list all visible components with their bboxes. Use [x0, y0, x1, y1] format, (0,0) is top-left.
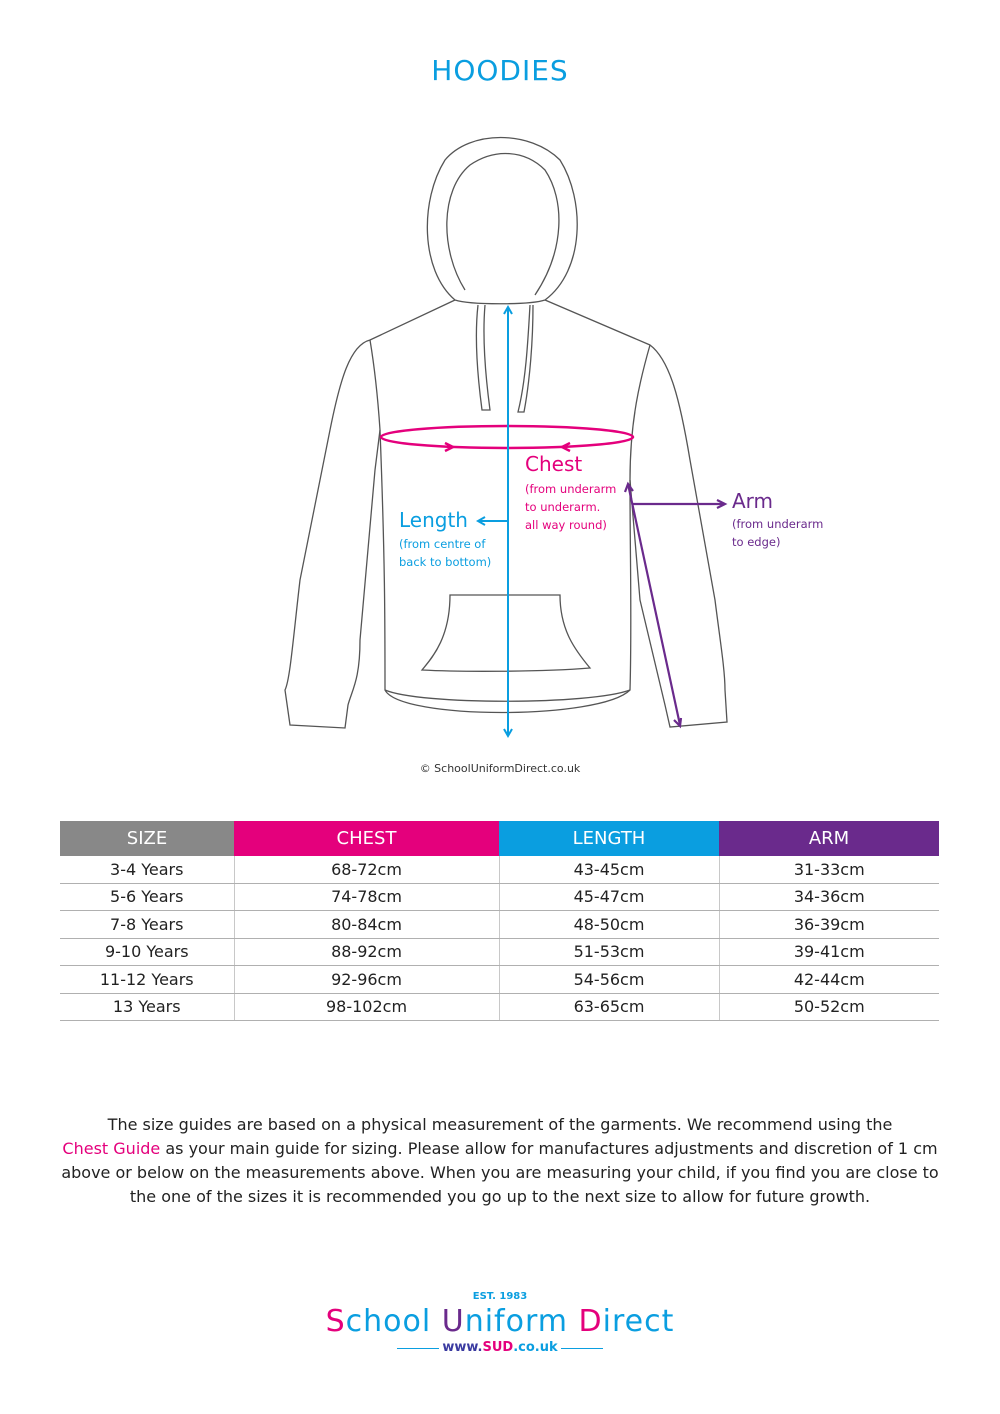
arm-description-line: to edge) — [732, 535, 781, 549]
hoodie-diagram — [0, 120, 1000, 760]
table-cell: 88-92cm — [234, 938, 499, 966]
length-description — [399, 535, 491, 571]
logo-url-part: SUD — [482, 1340, 514, 1355]
note-text: as your main guide for sizing. Please allow for manufactures adjustments and discretion of 1 cm above or below on the measurements above. When you are measuring your child, if you find you are close to the one of the sizes it is recommended you go up to the next size to allow for future growth. — [61, 1139, 939, 1206]
table-cell: 74-78cm — [234, 883, 499, 911]
table-cell: 34-36cm — [719, 883, 939, 911]
logo-part: S — [325, 1304, 346, 1339]
length-description-line: back to bottom) — [399, 555, 492, 569]
column-header-length: LENGTH — [499, 821, 719, 856]
table-cell: 63-65cm — [499, 993, 719, 1021]
table-cell: 9-10 Years — [60, 938, 234, 966]
table-cell: 31-33cm — [719, 856, 939, 883]
table-cell: 80-84cm — [234, 911, 499, 939]
logo-wordmark — [0, 1303, 1000, 1340]
logo-part: D — [578, 1304, 603, 1339]
table-row — [60, 883, 939, 911]
length-label: Length — [399, 508, 468, 532]
table-header-row — [60, 821, 939, 856]
table-cell: 39-41cm — [719, 938, 939, 966]
logo-part: U — [441, 1304, 465, 1339]
column-header-chest: CHEST — [234, 821, 499, 856]
logo-rule — [561, 1348, 603, 1349]
table-cell: 3-4 Years — [60, 856, 234, 883]
chest-guide-highlight: Chest Guide — [62, 1139, 161, 1158]
length-description-line: (from centre of — [399, 537, 486, 551]
table-cell: 36-39cm — [719, 911, 939, 939]
table-row — [60, 938, 939, 966]
page-title: HOODIES — [431, 54, 569, 87]
column-header-arm: ARM — [719, 821, 939, 856]
table-cell: 42-44cm — [719, 966, 939, 994]
table-cell: 45-47cm — [499, 883, 719, 911]
logo-part: irect — [602, 1304, 675, 1339]
logo-url — [0, 1340, 1000, 1356]
logo-est: EST. 1983 — [472, 1291, 528, 1302]
chest-description-line: all way round) — [525, 518, 607, 532]
table-row — [60, 911, 939, 939]
table-cell: 54-56cm — [499, 966, 719, 994]
arm-description — [732, 515, 823, 551]
table-cell: 13 Years — [60, 993, 234, 1021]
table-cell: 43-45cm — [499, 856, 719, 883]
table-cell: 98-102cm — [234, 993, 499, 1021]
sizing-note — [50, 1113, 950, 1209]
table-cell: 7-8 Years — [60, 911, 234, 939]
logo-part: niform — [464, 1304, 579, 1339]
table-cell: 48-50cm — [499, 911, 719, 939]
table-cell: 5-6 Years — [60, 883, 234, 911]
logo-url-part: www. — [442, 1340, 483, 1355]
logo — [0, 1290, 1000, 1356]
table-row — [60, 993, 939, 1021]
size-table — [60, 821, 939, 1021]
arm-measure — [625, 484, 725, 726]
copyright-text: © SchoolUniformDirect.co.uk — [419, 762, 581, 775]
logo-url-part: .co.uk — [513, 1340, 558, 1355]
chest-description — [525, 480, 616, 534]
table-cell: 68-72cm — [234, 856, 499, 883]
arm-label: Arm — [732, 489, 774, 513]
table-cell: 92-96cm — [234, 966, 499, 994]
table-row — [60, 856, 939, 883]
chest-label: Chest — [525, 452, 583, 476]
arm-description-line: (from underarm — [732, 517, 824, 531]
chest-description-line: (from underarm — [525, 482, 617, 496]
note-text: The size guides are based on a physical measurement of the garments. We recommend using the — [107, 1115, 893, 1134]
logo-rule — [397, 1348, 439, 1349]
chest-description-line: to underarm. — [525, 500, 601, 514]
logo-part: chool — [345, 1304, 442, 1339]
table-row — [60, 966, 939, 994]
table-cell: 11-12 Years — [60, 966, 234, 994]
table-cell: 51-53cm — [499, 938, 719, 966]
column-header-size: SIZE — [60, 821, 234, 856]
table-cell: 50-52cm — [719, 993, 939, 1021]
